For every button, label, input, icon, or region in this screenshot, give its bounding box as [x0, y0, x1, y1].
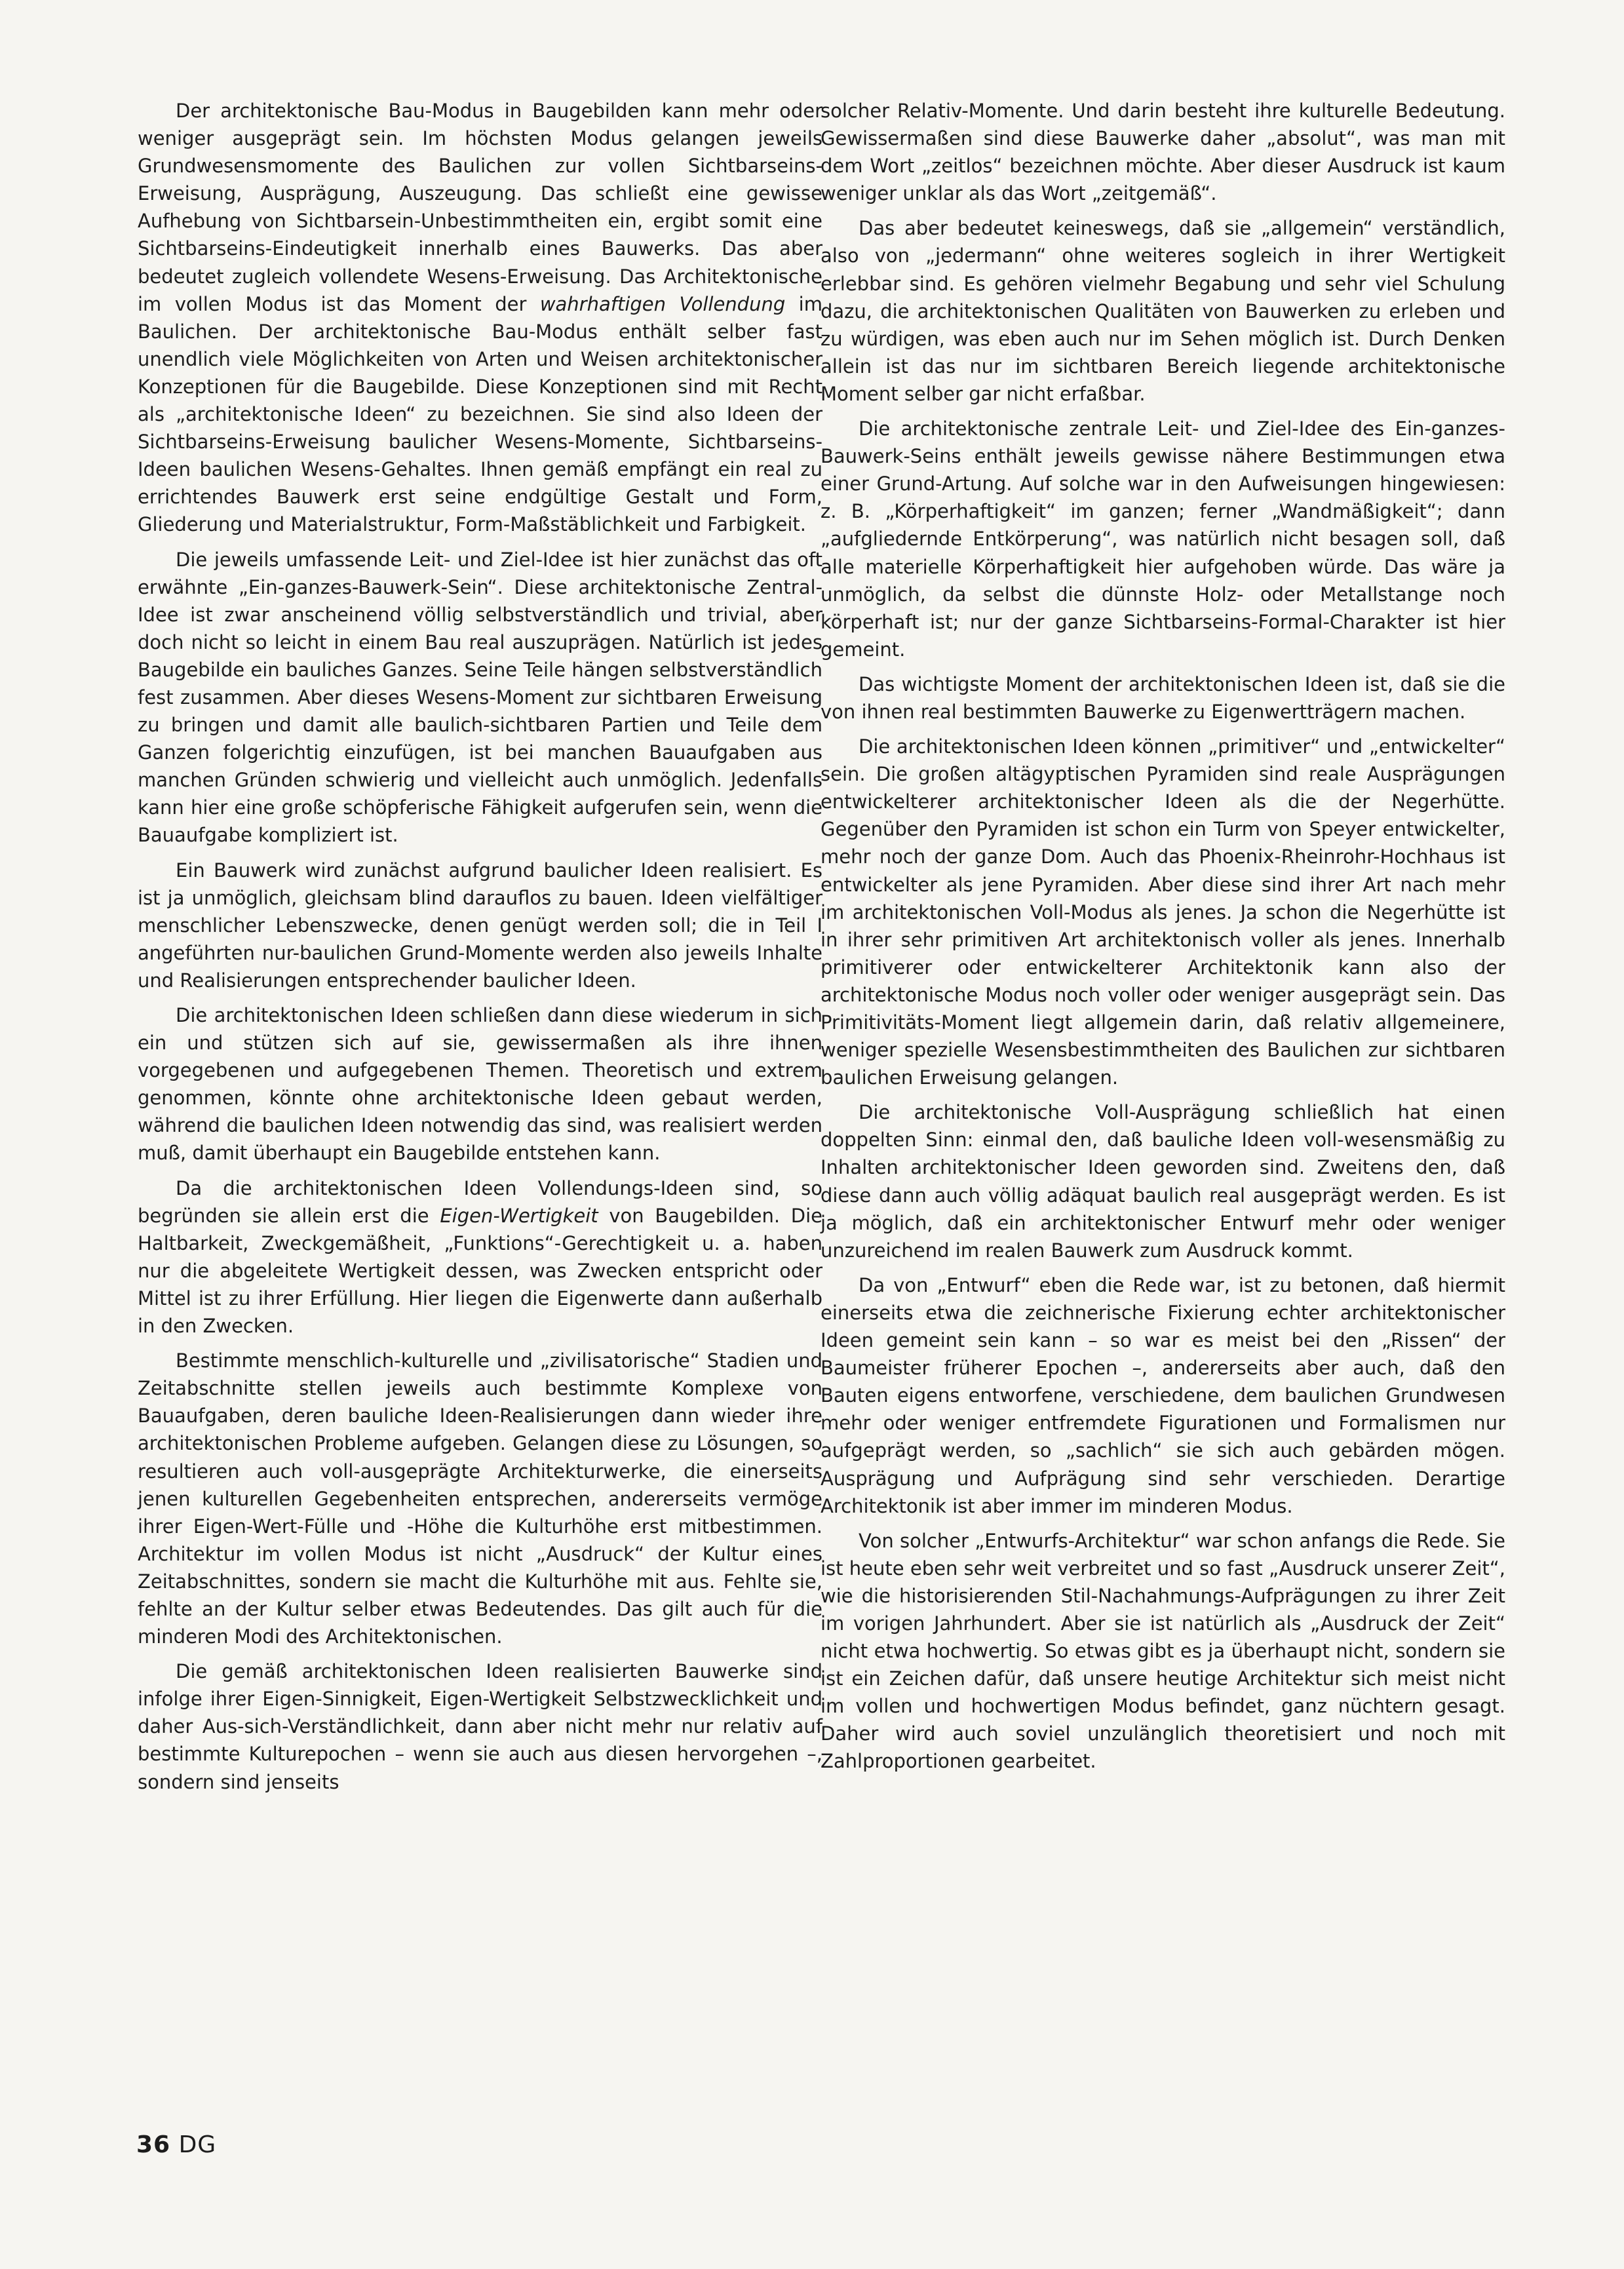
paragraph: solcher Relativ-Momente. Und darin besteht ihre kulturelle Bedeutung. Gewissermaßen sind diese Bauwerke daher „absolut“, was man mit dem Wort „zeitlos“ bezeichnen möchte. Aber dieser Ausdruck ist kaum weniger unklar als das Wort „zeitgemäß“.	[821, 100, 1505, 205]
journal-abbreviation: DG	[178, 2131, 217, 2158]
paragraph: Die architektonische Voll-Ausprägung schließlich hat einen doppelten Sinn: einmal den, daß bauliche Ideen voll-wesensmäßig zu Inhalten architektonischer Ideen geworden sind. Zweitens den, daß diese dann auch völlig adäquat baulich real ausgeprägt werden. Es ist ja möglich, daß ein architektonischer Entwurf mehr oder weniger unzureichend im realen Bauwerk zum Ausdruck kommt.	[821, 1101, 1505, 1262]
emphasis-text: wahrhaftigen Vollendung	[539, 292, 786, 315]
emphasis-text: Eigen-Wertigkeit	[440, 1204, 598, 1227]
right-column	[821, 97, 1505, 1783]
paragraph: Ein Bauwerk wird zunächst aufgrund baulicher Ideen realisiert. Es ist ja unmöglich, gleichsam blind darauflos zu bauen. Ideen vielfältiger menschlicher Lebenszwecke, denen genügt werden soll; die in Teil I angeführten nur-baulichen Grund-Momente werden also jeweils Inhalte und Realisierungen entsprechender baulicher Ideen.	[138, 859, 822, 992]
page-number: 36	[136, 2131, 171, 2158]
left-column	[138, 97, 822, 1803]
paragraph: Von solcher „Entwurfs-Architektur“ war schon anfangs die Rede. Sie ist heute eben sehr weit verbreitet und so fast „Ausdruck unserer Zeit“, wie die historisierenden Stil-Nachahmungs-Aufprägungen zu ihrer Zeit im vorigen Jahrhundert. Aber sie ist natürlich als „Ausdruck der Zeit“ nicht etwa hochwertig. So etwas gibt es ja überhaupt nicht, sondern sie ist ein Zeichen dafür, daß unsere heutige Architektur sich meist nicht im vollen und hochwertigen Modus befindet, ganz nüchtern gesagt. Daher wird auch soviel unzulänglich theoretisiert und noch mit Zahlproportionen gearbeitet.	[821, 1529, 1505, 1773]
paragraph: Das wichtigste Moment der architektonischen Ideen ist, daß sie die von ihnen real bestimmten Bauwerke zu Eigenwertträgern machen.	[821, 672, 1505, 723]
page-footer	[136, 2131, 216, 2158]
paragraph-text: Da die architektonischen Ideen Vollendungs-Ideen sind, so begründen sie allein erst die	[138, 1176, 822, 1227]
paragraph: Die jeweils umfassende Leit- und Ziel-Idee ist hier zunächst das oft erwähnte „Ein-ganzes-Bauwerk-Sein“. Diese architektonische Zentral-Idee ist zwar anscheinend völlig selbstverständlich und trivial, aber doch nicht so leicht in einem Bau real auszuprägen. Natürlich ist jedes Baugebilde ein bauliches Ganzes. Seine Teile hängen selbstverständlich fest zusammen. Aber dieses Wesens-Moment zur sichtbaren Erweisung zu bringen und damit alle baulich-sichtbaren Partien und Teile dem Ganzen folgerichtig einzufügen, ist bei manchen Bauaufgaben aus manchen Gründen schwierig und vielleicht auch unmöglich. Jedenfalls kann hier eine große schöpferische Fähigkeit aufgerufen sein, wenn die Bauaufgabe kompliziert ist.	[138, 548, 822, 847]
paragraph-text: von Baugebilden. Die Haltbarkeit, Zweckgemäßheit, „Funktions“-Gerechtigkeit u. a. haben nur die abgeleitete Wertigkeit dessen, was Zwecken entspricht oder Mittel ist zu ihrer Erfüllung. Hier liegen die Eigenwerte dann außerhalb in den Zwecken.	[138, 1204, 822, 1338]
paragraph: Die architektonischen Ideen schließen dann diese wiederum in sich ein und stützen sich auf sie, gewissermaßen als ihre ihnen vorgegebenen und aufgegebenen Themen. Theoretisch und extrem genommen, könnte ohne architektonische Ideen gebaut werden, während die baulichen Ideen notwendig das sind, was realisiert werden muß, damit überhaupt ein Baugebilde entstehen kann.	[138, 1004, 822, 1165]
paragraph-text: Der architektonische Bau-Modus in Baugebilden kann mehr oder weniger ausgeprägt sein. Im höchsten Modus gelangen jeweils Grundwesensmomente des Baulichen zur vollen Sichtbarseins-Erweisung, Ausprägung, Auszeugung. Das schließt eine gewisse Aufhebung von Sichtbarsein-Unbestimmtheiten ein, ergibt somit eine Sichtbarseins-Eindeutigkeit innerhalb eines Bauwerks. Das aber bedeutet zugleich vollendete Wesens-Erweisung. Das Architektonische im vollen Modus ist das Moment der	[138, 100, 822, 315]
paragraph: Die architektonischen Ideen können „primitiver“ und „entwickelter“ sein. Die großen altägyptischen Pyramiden sind reale Ausprägungen entwickelterer architektonischer Ideen als die der Negerhütte. Gegenüber den Pyramiden ist schon ein Turm von Speyer entwickelter, mehr noch der ganze Dom. Auch das Phoenix-Rheinrohr-Hochhaus ist entwickelter als jene Pyramiden. Aber diese sind ihrer Art nach mehr im architektonischen Voll-Modus als jenes. Ja schon die Negerhütte ist in ihrer sehr primitiven Art architektonisch voller als jenes. Innerhalb primitiverer oder entwickelterer Architektonik kann also der architektonische Modus noch voller oder weniger ausgeprägt sein. Das Primitivitäts-Moment liegt allgemein darin, daß relativ allgemeinere, weniger spezielle Wesensbestimmtheiten des Baulichen zur sichtbaren baulichen Erweisung gelangen.	[821, 735, 1505, 1089]
paragraph	[138, 1174, 822, 1340]
paragraph	[138, 97, 822, 539]
paragraph: Das aber bedeutet keineswegs, daß sie „allgemein“ verständlich, also von „jedermann“ ohne weiteres sogleich in ihrer Wertigkeit erlebbar sind. Es gehören vielmehr Begabung und sehr viel Schulung dazu, die architektonischen Qualitäten von Bauwerken zu erleben und zu würdigen, was eben auch nur im Sehen möglich ist. Durch Denken allein ist das nur im sichtbaren Bereich liegende architektonische Moment selber gar nicht erfaßbar.	[821, 217, 1505, 405]
paragraph: Die gemäß architektonischen Ideen realisierten Bauwerke sind infolge ihrer Eigen-Sinnigkeit, Eigen-Wertigkeit Selbstzwecklichkeit und daher Aus-sich-Verständlichkeit, dann aber nicht mehr nur relativ auf bestimmte Kulturepochen – wenn sie auch aus diesen hervorgehen –, sondern sind jenseits	[138, 1660, 822, 1793]
paragraph: Bestimmte menschlich-kulturelle und „zivilisatorische“ Stadien und Zeitabschnitte stellen jeweils auch bestimmte Komplexe von Bauaufgaben, deren bauliche Ideen-Realisierungen dann wieder ihre architektonischen Probleme aufgeben. Gelangen diese zu Lösungen, so resultieren auch voll-ausgeprägte Architekturwerke, die einerseits jenen kulturellen Gegebenheiten entsprechen, andererseits vermöge ihrer Eigen-Wert-Fülle und -Höhe die Kulturhöhe erst mitbestimmen. Architektur im vollen Modus ist nicht „Ausdruck“ der Kultur eines Zeitabschnittes, sondern sie macht die Kulturhöhe mit aus. Fehlte sie, fehlte an der Kultur selber etwas Bedeutendes. Das gilt auch für die minderen Modi des Architektonischen.	[138, 1349, 822, 1648]
paragraph: Da von „Entwurf“ eben die Rede war, ist zu betonen, daß hiermit einerseits etwa die zeichnerische Fixierung echter architektonischer Ideen gemeint sein kann – so war es meist bei den „Rissen“ der Baumeister früherer Epochen –, andererseits aber auch, daß den Bauten eigens entworfene, verschiedene, dem baulichen Grundwesen mehr oder weniger entfremdete Figurationen und Formalismen nur aufgeprägt werden, so „sachlich“ sie sich auch gebärden mögen. Ausprägung und Aufprägung sind sehr verschieden. Derartige Architektonik ist aber immer im minderen Modus.	[821, 1273, 1505, 1517]
paragraph: Die architektonische zentrale Leit- und Ziel-Idee des Ein-ganzes-Bauwerk-Seins enthält jeweils gewisse nähere Bestimmungen etwa einer Grund-Artung. Auf solche war in den Aufweisungen hingewiesen: z. B. „Körperhaftigkeit“ im ganzen; ferner „Wandmäßigkeit“; dann „aufgliedernde Entkörperung“, was natürlich nicht besagen soll, daß alle materielle Körperhaftigkeit hier aufgehoben würde. Das wäre ja unmöglich, da selbst die dünnste Holz- oder Metallstange noch körperhaft ist; nur der ganze Sichtbarseins-Formal-Charakter ist hier gemeint.	[821, 417, 1505, 661]
paragraph-text: im Baulichen. Der architektonische Bau-Modus enthält selber fast unendlich viele Möglichkeiten von Arten und Weisen architektonischer Konzeptionen für die Baugebilde. Diese Konzeptionen sind mit Recht als „architektonische Ideen“ zu bezeichnen. Sie sind also Ideen der Sichtbarseins-Erweisung baulicher Wesens-Momente, Sichtbarseins-Ideen baulichen Wesens-Gehaltes. Ihnen gemäß empfängt ein real zu errichtendes Bauwerk erst seine endgültige Gestalt und Form, Gliederung und Materialstruktur, Form-Maßstäblichkeit und Farbigkeit.	[138, 292, 822, 536]
